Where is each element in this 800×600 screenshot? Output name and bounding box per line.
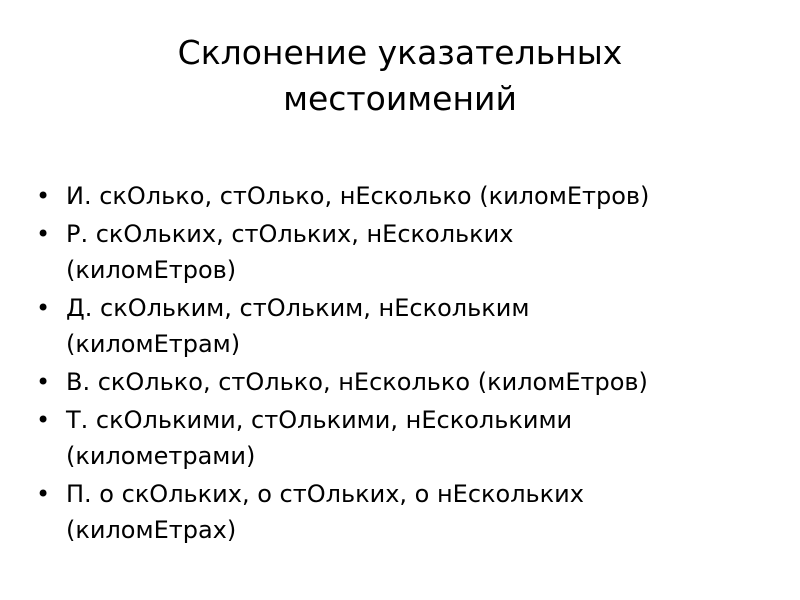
bullet-icon: • bbox=[36, 182, 51, 210]
bullet-icon: • bbox=[36, 294, 51, 322]
bullet-text-continuation: (киломЕтрах) bbox=[66, 516, 237, 544]
bullet-item-dative bbox=[36, 290, 786, 362]
slide-title-line-2: местоимений bbox=[283, 79, 517, 118]
bullet-icon: • bbox=[36, 480, 51, 508]
bullet-text: В. скОлько, стОлько, нЕсколько (киломЕтров) bbox=[66, 368, 648, 396]
bullet-text: П. о скОльких, о стОльких, о нЕскольких bbox=[66, 480, 584, 508]
bullet-item-nominative bbox=[36, 178, 786, 214]
bullet-item-genitive bbox=[36, 216, 786, 288]
bullet-item-accusative bbox=[36, 364, 786, 400]
bullet-icon: • bbox=[36, 406, 51, 434]
bullet-text-continuation: (киломЕтров) bbox=[66, 256, 237, 284]
slide-title bbox=[0, 30, 800, 122]
bullet-text-continuation: (киломЕтрам) bbox=[66, 330, 241, 358]
bullet-list bbox=[36, 178, 786, 550]
slide-title-line-1: Склонение указательных bbox=[177, 33, 623, 72]
bullet-text: Р. скОльких, стОльких, нЕскольких bbox=[66, 220, 514, 248]
bullet-text: И. скОлько, стОлько, нЕсколько (киломЕтров) bbox=[66, 182, 650, 210]
bullet-text: Д. скОльким, стОльким, нЕскольким bbox=[66, 294, 530, 322]
bullet-icon: • bbox=[36, 220, 51, 248]
bullet-item-prepositional bbox=[36, 476, 786, 548]
bullet-item-instrumental bbox=[36, 402, 786, 474]
bullet-text-continuation: (километрами) bbox=[66, 442, 256, 470]
bullet-icon: • bbox=[36, 368, 51, 396]
bullet-text: Т. скОлькими, стОлькими, нЕсколькими bbox=[66, 406, 573, 434]
